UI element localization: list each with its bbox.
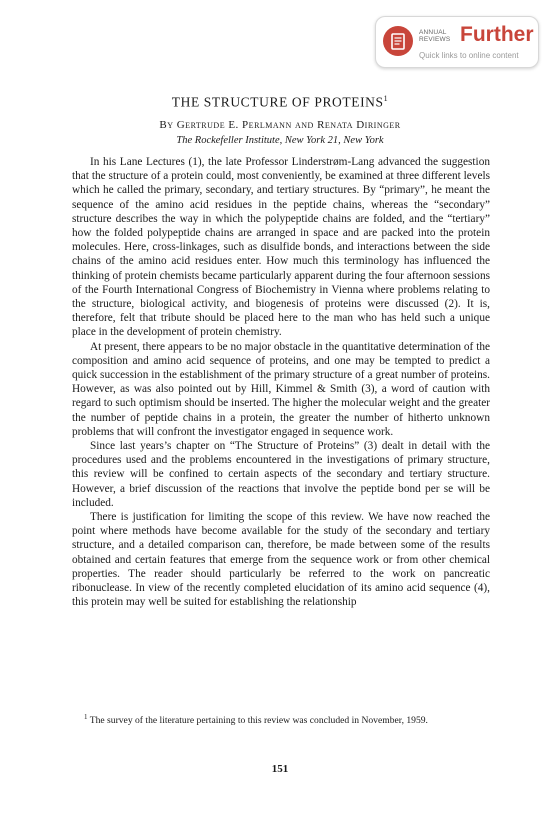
authors: By Gertrude E. Perlmann and Renata Diringer [159,119,401,131]
paper-title [0,94,560,111]
paragraph: At present, there appears to be no major obstacle in the quantitative determination of the composition and amino acid sequence of proteins, and one may be tempted to predict a quick succession in the establishment of the primary structure of a great number of proteins. However, as was also pointed out by Hill, Kimmel & Smith (3), a word of caution with regard to such optimism should be inserted. The higher the molecular weight and the greater the number of peptide chains in a protein, the greater the number of hitherto unknown problems that will confront the investigator engaged in sequence work. [72,340,490,438]
banner-publisher: ANNUAL REVIEWS [419,29,451,43]
footnote-mark: 1 [84,713,88,721]
footnote [72,711,490,728]
paragraph: In his Lane Lectures (1), the late Professor Linderstrøm-Lang advanced the suggestion that the structure of a protein could, most conveniently, be examined at three different levels which he called the primary, secondary, and tertiary structures. By “primary”, he meant the sequence of the amino acid residues in the peptide chains, whereas the “secondary” structure describes the way in which the polypeptide chains are folded, and the “tertiary” how the folded polypeptide chains are arranged in space and are packed into the protein molecules. Here, cross-linkages, such as disulfide bonds, and interactions between the side chains of the amino acid residues enter. How much this terminology has influenced the thinking of protein chemists became particularly apparent during the four afternoon sessions of the Fourth International Congress of Biochemistry in Vienna where problems relating to the structure, biological activity, and biogenesis of proteins were discussed (2). It is, therefore, felt that tribute should be placed here to the man who has held such a unique place in the development of protein chemistry. [72,156,490,339]
banner-subtitle[interactable]: Quick links to online content [419,51,519,60]
footnote-text: The survey of the literature pertaining to this review was concluded in November, 1959. [87,715,428,727]
further-banner[interactable] [375,16,539,68]
paper-title-text: THE STRUCTURE OF PROTEINS [171,94,384,110]
banner-title[interactable]: Further [460,23,534,46]
page-number: 151 [271,763,289,775]
paragraph: Since last years’s chapter on “The Structure of Proteins” (3) dealt in detail with the procedures used and the problems encountered in the investigations of primary structure, this review will be confined to certain aspects of the secondary and tertiary structure. However, a brief discussion of the reactions that involve the peptide bond per se will be included. [72,440,490,509]
body-text [72,155,490,610]
title-footnote-mark[interactable]: 1 [383,94,389,103]
paragraph: There is justification for limiting the scope of this review. We have now reached the point where methods have become available for the study of the secondary and tertiary structure, and a detailed comparison can, therefore, be made between some of the results obtained and certain features that emerge from the sequence work or from other chemical properties. The reader should particularly be referred to the work on pancreatic ribonuclease. In view of the recently completed elucidation of its amino acid sequence (4), this protein may well be suited for establishing the relationship [72,511,490,609]
annual-reviews-logo-icon [383,26,413,56]
affiliation: The Rockefeller Institute, New York 21, New York [176,135,384,146]
